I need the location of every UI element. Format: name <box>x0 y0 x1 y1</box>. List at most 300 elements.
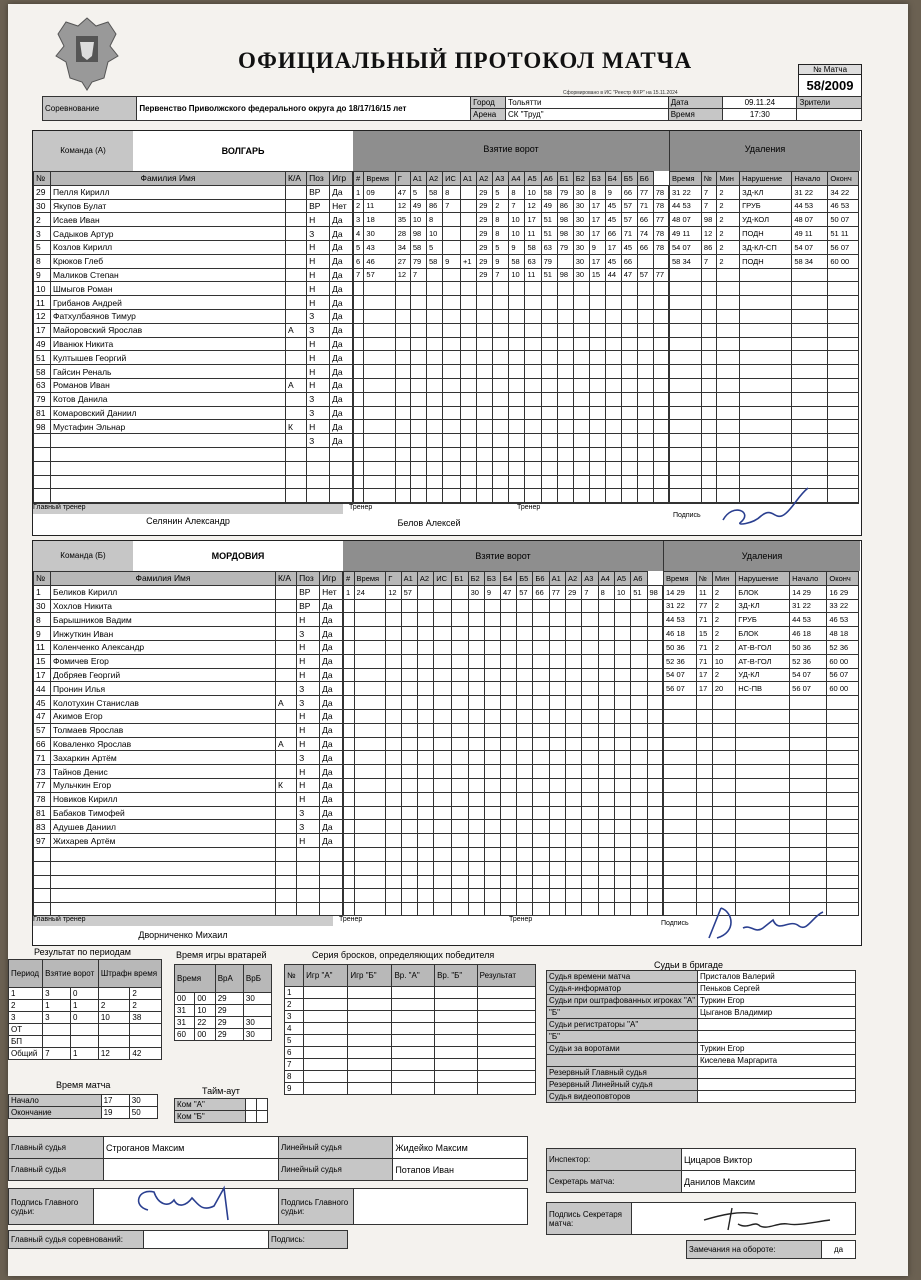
penalty-cell <box>736 861 790 875</box>
goal-cell <box>395 461 410 475</box>
penalty-cell <box>740 309 792 323</box>
penalty-value: 10 <box>714 656 724 666</box>
penalty-cell <box>696 640 712 654</box>
goal-cell: 78 <box>653 185 668 199</box>
goal-cell <box>589 489 605 503</box>
goal-cell <box>614 847 630 861</box>
player-number: 58 <box>34 365 51 379</box>
goal-cell <box>614 668 630 682</box>
penalty-cell <box>790 820 827 834</box>
shootout-cell <box>392 1011 435 1023</box>
goal-cell <box>533 654 549 668</box>
goal-cell <box>653 392 668 406</box>
goal-cell <box>557 296 573 310</box>
penalty-cell <box>828 378 859 392</box>
goal-row <box>344 682 663 696</box>
penalty-cell <box>670 227 702 241</box>
crew-role: "Б" <box>547 1031 698 1043</box>
gk-cell: 29 <box>215 1017 243 1029</box>
penalty-cell <box>717 185 740 199</box>
goal-cell <box>443 323 461 337</box>
goal-cell <box>525 489 541 503</box>
shootout-cell <box>435 1071 478 1083</box>
goal-cell <box>549 723 565 737</box>
player-position: З <box>307 434 330 448</box>
penalty-cell <box>701 420 716 434</box>
goal-cell <box>354 682 386 696</box>
penalty-row <box>670 213 859 227</box>
goal-cell <box>364 420 395 434</box>
goal-cell <box>434 640 452 654</box>
goal-cell <box>395 447 410 461</box>
penalty-value: 77 <box>698 601 708 611</box>
player-number: 81 <box>34 406 51 420</box>
goal-cell <box>653 365 668 379</box>
goal-cell <box>541 434 557 448</box>
goal-cell <box>533 599 549 613</box>
player-role <box>286 337 307 351</box>
goal-cell <box>573 323 589 337</box>
penalty-cell <box>712 654 735 668</box>
penalty-cell <box>827 765 859 779</box>
goal-row <box>344 820 663 834</box>
team-a-penalties-table <box>669 171 859 531</box>
player-name <box>51 461 286 475</box>
goal-cell <box>386 751 401 765</box>
signature-label: Подпись <box>661 920 689 927</box>
player-plays <box>330 489 353 503</box>
goal-cell <box>364 447 395 461</box>
player-plays <box>330 447 353 461</box>
penalty-cell <box>664 585 697 599</box>
goal-cell <box>410 309 426 323</box>
goal-row <box>354 447 669 461</box>
goal-cell <box>386 654 401 668</box>
penalty-cell <box>790 640 827 654</box>
penalty-cell <box>664 875 697 889</box>
goal-cell <box>354 820 386 834</box>
player-role <box>286 296 307 310</box>
goal-cell <box>533 861 549 875</box>
goal-cell <box>549 737 565 751</box>
goal-cell <box>354 282 364 296</box>
penalty-cell <box>828 240 859 254</box>
goal-cell <box>565 792 581 806</box>
goal-cell <box>386 613 401 627</box>
goal-cell <box>565 613 581 627</box>
goal-cell <box>621 309 637 323</box>
player-name: Колотухин Станислав <box>51 696 276 710</box>
team-b-section <box>32 540 862 946</box>
goal-cell <box>637 489 653 503</box>
penalty-cell <box>701 447 716 461</box>
player-number: 11 <box>34 640 51 654</box>
gk-row <box>175 1029 272 1041</box>
period-row <box>9 1000 162 1012</box>
spectators-label: Зрители <box>797 97 862 109</box>
goal-cell <box>517 627 533 641</box>
goal-cell <box>549 861 565 875</box>
player-name <box>51 489 286 503</box>
penalty-cell <box>827 820 859 834</box>
penalty-row <box>670 227 859 241</box>
goal-cell <box>621 406 637 420</box>
goal-cell <box>557 323 573 337</box>
goal-cell <box>364 461 395 475</box>
penalty-value: 11 <box>698 587 707 597</box>
shootout-num: 3 <box>285 1011 304 1023</box>
gk-cell: 30 <box>243 993 271 1005</box>
goal-cell <box>354 378 364 392</box>
penalty-cell <box>827 723 859 737</box>
penalty-value: 50 <box>792 642 801 652</box>
penalty-value: 51 <box>830 229 839 239</box>
goal-cell <box>493 365 509 379</box>
goal-row <box>344 627 663 641</box>
goal-cell <box>426 351 442 365</box>
penalty-cell <box>717 309 740 323</box>
goal-cell <box>501 737 517 751</box>
player-role <box>286 199 307 213</box>
penalty-cell <box>670 489 702 503</box>
goal-cell <box>434 889 452 903</box>
player-position: Н <box>297 709 320 723</box>
penalty-cell <box>792 447 828 461</box>
goal-cell <box>541 489 557 503</box>
goal-cell <box>484 820 500 834</box>
goal-cell <box>452 834 468 848</box>
goal-cell <box>509 296 525 310</box>
penalty-cell <box>828 447 859 461</box>
goal-cell <box>605 447 621 461</box>
player-plays: Да <box>320 696 343 710</box>
penalty-value: 46 <box>792 629 801 639</box>
crew-row <box>547 983 856 995</box>
protocol-sheet <box>8 4 908 1276</box>
goal-cell <box>557 351 573 365</box>
goal-cell <box>354 613 386 627</box>
penalty-cell <box>827 585 859 599</box>
goal-cell: 78 <box>653 199 668 213</box>
roster-row <box>34 668 343 682</box>
goal-cell <box>386 709 401 723</box>
penalty-cell <box>717 434 740 448</box>
goal-cell <box>434 668 452 682</box>
goal-row <box>354 282 669 296</box>
goal-cell: 5 <box>354 240 364 254</box>
col-header: Б2 <box>573 172 589 186</box>
shootout-cell <box>435 1083 478 1095</box>
penalty-row <box>670 337 859 351</box>
goal-cell <box>452 792 468 806</box>
penalty-value: 60 <box>830 256 839 266</box>
team-b-penalties-header: Удаления <box>663 541 860 571</box>
player-number <box>34 434 51 448</box>
penalty-value: 11 <box>840 229 849 239</box>
goal-cell <box>401 709 417 723</box>
penalty-cell <box>664 820 697 834</box>
goal-cell <box>631 765 647 779</box>
time-label: Время <box>668 109 723 121</box>
sign-main-label: Подпись Главного судьи: <box>9 1189 94 1225</box>
penalty-cell <box>740 351 792 365</box>
goal-row <box>354 489 669 503</box>
goal-cell <box>426 392 442 406</box>
player-plays: Нет <box>320 585 343 599</box>
goal-cell <box>621 378 637 392</box>
player-position: З <box>307 227 330 241</box>
penalty-cell <box>701 337 716 351</box>
penalty-cell <box>717 323 740 337</box>
penalty-cell <box>696 847 712 861</box>
player-plays: Да <box>320 792 343 806</box>
penalty-cell <box>670 420 702 434</box>
goal-cell <box>395 351 410 365</box>
goal-cell <box>598 806 614 820</box>
player-number: 97 <box>34 834 51 848</box>
inspector-label: Инспектор: <box>547 1149 682 1171</box>
roster-row <box>34 351 353 365</box>
goal-cell <box>589 434 605 448</box>
match-time-table <box>8 1094 158 1119</box>
penalty-cell <box>670 337 702 351</box>
goal-cell: 44 <box>605 268 621 282</box>
goal-cell <box>501 668 517 682</box>
player-number <box>34 489 51 503</box>
goal-cell <box>501 723 517 737</box>
player-plays: Да <box>330 213 353 227</box>
goal-cell: 66 <box>605 227 621 241</box>
penalty-cell <box>712 847 735 861</box>
penalty-cell <box>696 806 712 820</box>
goal-cell <box>533 834 549 848</box>
period-row <box>9 1048 162 1060</box>
end-label: Окончание <box>9 1107 102 1119</box>
goal-cell <box>354 475 364 489</box>
goal-cell: 10 <box>614 585 630 599</box>
player-role <box>276 875 297 889</box>
goal-cell <box>533 778 549 792</box>
arena-value: СК "Труд" <box>506 109 669 121</box>
player-number: 10 <box>34 282 51 296</box>
goal-cell: 98 <box>557 213 573 227</box>
goal-cell <box>501 765 517 779</box>
goal-cell <box>614 765 630 779</box>
player-role <box>286 227 307 241</box>
goal-cell <box>434 765 452 779</box>
goal-row <box>354 268 669 282</box>
penalty-value: 98 <box>703 215 713 225</box>
penalty-cell <box>696 737 712 751</box>
penalty-cell <box>792 406 828 420</box>
penalty-cell <box>717 296 740 310</box>
goal-cell <box>434 847 452 861</box>
goal-cell <box>426 296 442 310</box>
player-role: А <box>286 378 307 392</box>
penalty-cell <box>828 392 859 406</box>
gk-time-table <box>174 964 272 1041</box>
player-position: Н <box>297 778 320 792</box>
player-role <box>276 834 297 848</box>
goal-cell <box>501 889 517 903</box>
shootout-cell <box>435 1059 478 1071</box>
player-name: Беликов Кирилл <box>51 585 276 599</box>
crew-row <box>547 1043 856 1055</box>
penalty-cell <box>736 613 790 627</box>
shootout-cell <box>392 1071 435 1083</box>
col-header: А4 <box>509 172 525 186</box>
penalty-row <box>664 751 859 765</box>
goal-cell: 66 <box>533 585 549 599</box>
goal-cell <box>461 351 477 365</box>
penalty-cell <box>712 792 735 806</box>
player-number: 5 <box>34 240 51 254</box>
goal-cell <box>614 654 630 668</box>
player-plays: Да <box>320 682 343 696</box>
shootout-num: 9 <box>285 1083 304 1095</box>
goal-cell <box>386 834 401 848</box>
penalty-value: 54 <box>794 242 803 252</box>
penalty-cell <box>664 792 697 806</box>
penalty-cell <box>827 599 859 613</box>
roster-row <box>34 654 343 668</box>
penalty-value: 00 <box>839 656 849 666</box>
goal-cell: 7 <box>493 268 509 282</box>
player-position: Н <box>307 420 330 434</box>
goal-cell <box>354 337 364 351</box>
goal-cell <box>452 847 468 861</box>
col-header: Время <box>364 172 395 186</box>
goal-cell <box>557 489 573 503</box>
col-header: А1 <box>461 172 477 186</box>
player-plays: Да <box>330 378 353 392</box>
player-number: 63 <box>34 378 51 392</box>
competition-label: Соревнование <box>43 97 137 121</box>
player-plays: Да <box>320 709 343 723</box>
goal-row <box>344 696 663 710</box>
roster-row <box>34 875 343 889</box>
penalty-value: 48 <box>794 215 803 225</box>
goal-row <box>354 365 669 379</box>
goal-cell <box>525 309 541 323</box>
goal-cell <box>525 420 541 434</box>
player-name: Пелля Кирилл <box>51 185 286 199</box>
penalty-cell <box>670 296 702 310</box>
goal-cell <box>637 351 653 365</box>
penalty-cell <box>827 627 859 641</box>
penalty-value: 00 <box>840 256 850 266</box>
goal-cell <box>517 820 533 834</box>
goal-cell <box>395 420 410 434</box>
goal-cell <box>364 323 395 337</box>
secretary-value: Данилов Максим <box>682 1171 856 1193</box>
penalty-row <box>664 861 859 875</box>
goal-cell <box>477 309 493 323</box>
protocol-subtitle: Сформировано в ИС "Реестр ФХР" на 15.11.2024 <box>563 90 678 96</box>
goal-cell <box>501 627 517 641</box>
goal-cell <box>573 489 589 503</box>
col-header: № <box>701 172 716 186</box>
coach2-label: Тренер <box>517 504 541 511</box>
player-number: 51 <box>34 351 51 365</box>
goal-cell <box>582 627 598 641</box>
penalty-cell <box>670 351 702 365</box>
penalty-cell <box>670 185 702 199</box>
penalty-cell <box>740 268 792 282</box>
crew-role: Судьи регистраторы "А" <box>547 1019 698 1031</box>
period-cell <box>43 1036 71 1048</box>
goal-cell <box>525 365 541 379</box>
goal-cell <box>354 461 364 475</box>
goal-cell <box>621 434 637 448</box>
goal-cell: 12 <box>395 199 410 213</box>
player-role <box>286 254 307 268</box>
goal-row <box>344 861 663 875</box>
goal-cell <box>468 613 484 627</box>
player-plays <box>320 861 343 875</box>
goal-cell <box>452 627 468 641</box>
officials-table <box>546 970 856 1103</box>
goal-cell <box>493 420 509 434</box>
player-position <box>297 847 320 861</box>
goal-cell <box>541 296 557 310</box>
goal-cell <box>484 654 500 668</box>
col-header: Б4 <box>501 572 517 586</box>
penalty-cell <box>827 737 859 751</box>
goal-cell <box>434 751 452 765</box>
goal-cell <box>477 406 493 420</box>
penalty-cell <box>828 309 859 323</box>
penalty-value: 54 <box>672 242 681 252</box>
penalty-cell <box>740 227 792 241</box>
player-name: Комаровский Даниил <box>51 406 286 420</box>
team-a-label: Команда (А) <box>33 131 134 171</box>
penalty-cell <box>696 627 712 641</box>
goal-cell: 27 <box>395 254 410 268</box>
team-b-goals-header: Взятие ворот <box>343 541 663 571</box>
shootout-cell <box>304 1071 348 1083</box>
penalty-cell <box>740 447 792 461</box>
goal-cell: 12 <box>386 585 401 599</box>
player-plays: Да <box>330 406 353 420</box>
goal-cell <box>582 709 598 723</box>
penalty-value: 46 <box>830 201 839 211</box>
goal-cell <box>484 792 500 806</box>
player-plays: Да <box>320 820 343 834</box>
goal-cell <box>354 765 386 779</box>
goal-cell <box>395 337 410 351</box>
goal-cell <box>410 447 426 461</box>
goal-cell <box>589 447 605 461</box>
goal-cell: 10 <box>509 268 525 282</box>
goal-cell: 98 <box>647 585 663 599</box>
goal-cell <box>647 847 663 861</box>
periods-table <box>8 959 162 1060</box>
goal-cell: 98 <box>410 227 426 241</box>
goal-cell <box>493 323 509 337</box>
goal-cell <box>525 392 541 406</box>
player-plays: Да <box>320 737 343 751</box>
goal-cell <box>614 792 630 806</box>
goal-cell <box>344 668 355 682</box>
penalty-cell <box>664 709 697 723</box>
goal-row <box>344 654 663 668</box>
team-a-coach-signature <box>713 482 823 532</box>
roster-row <box>34 282 353 296</box>
player-role: А <box>276 696 297 710</box>
goal-cell <box>344 889 355 903</box>
player-number: 15 <box>34 654 51 668</box>
